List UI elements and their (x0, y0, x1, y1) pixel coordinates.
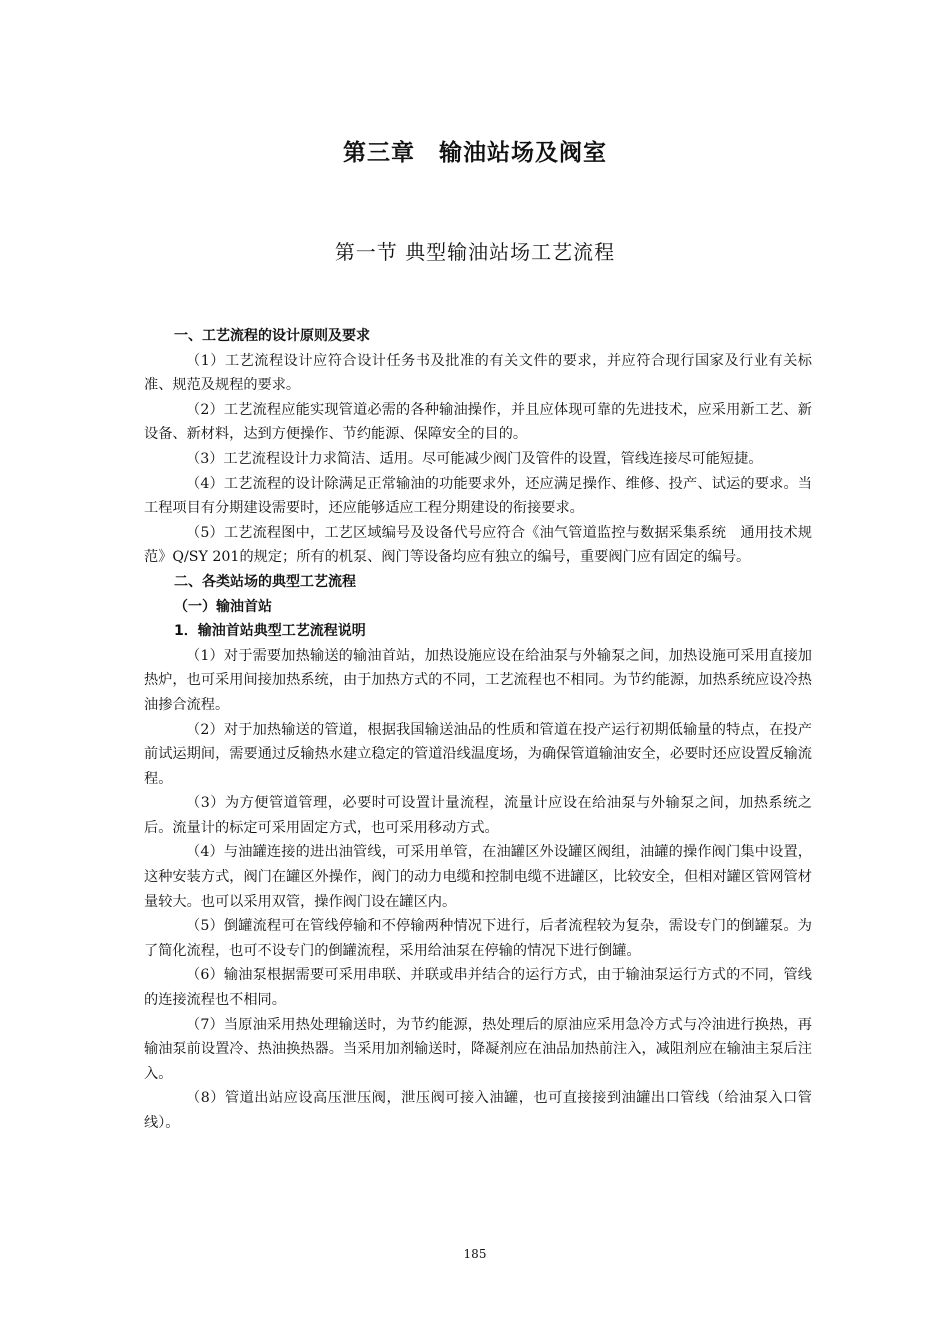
paragraph: （2）工艺流程应能实现管道必需的各种输油操作，并且应体现可靠的先进技术，应采用新工艺、新设备、新材料，达到方便操作、节约能源、保障安全的目的。 (144, 401, 812, 443)
paragraph: （4）与油罐连接的进出油管线，可采用单管，在油罐区外设罐区阀组，油罐的操作阀门集中设置，这种安装方式，阀门在罐区外操作，阀门的动力电缆和控制电缆不进罐区，比较安全，但相对罐区管网管材量较大。也可以采用双管，操作阀门设在罐区内。 (144, 844, 812, 910)
paragraph: （5）工艺流程图中，工艺区域编号及设备代号应符合《油气管道监控与数据采集系统 通用技术规范》Q/SY 201的规定；所有的机泵、阀门等设备均应有独立的编号，重要阀门应有固定的编号。 (144, 524, 812, 566)
paragraph: （3）为方便管道管理，必要时可设置计量流程，流量计应设在给油泵与外输泵之间，加热系统之后。流量计的标定可采用固定方式，也可采用移动方式。 (144, 795, 812, 836)
heading-typical-flows: 二、各类站场的典型工艺流程 (174, 573, 356, 590)
paragraph: （4）工艺流程的设计除满足正常输油的功能要求外，还应满足操作、维修、投产、试运的要求。当工程项目有分期建设需要时，还应能够适应工程分期建设的衔接要求。 (144, 475, 812, 517)
paragraph: （5）倒罐流程可在管线停输和不停输两种情况下进行，后者流程较为复杂，需设专门的倒罐泵。为了简化流程，也可不设专门的倒罐流程，采用给油泵在停输的情况下进行倒罐。 (144, 918, 812, 959)
paragraph: （3）工艺流程设计力求简洁、适用。尽可能减少阀门及管件的设置，管线连接尽可能短捷。 (186, 450, 763, 467)
chapter-title: 第三章 输油站场及阀室 (343, 140, 607, 166)
section-title: 第一节 典型输油站场工艺流程 (334, 240, 616, 264)
paragraph: （2）对于加热输送的管道，根据我国输送油品的性质和管道在投产运行初期低输量的特点，在投产前试运期间，需要通过反输热水建立稳定的管道沿线温度场，为确保管道输油安全，必要时还应设置反输流程。 (144, 721, 812, 787)
paragraph: （7）当原油采用热处理输送时，为节约能源，热处理后的原油应采用急冷方式与冷油进行换热，再输油泵前设置冷、热油换热器。当采用加剂输送时，降凝剂应在油品加热前注入，减阻剂应在输油主泵后注入。 (144, 1016, 812, 1082)
heading-design-principles: 一、工艺流程的设计原则及要求 (174, 328, 370, 344)
paragraph: （1）工艺流程设计应符合设计任务书及批准的有关文件的要求，并应符合现行国家及行业有关标准、规范及规程的要求。 (144, 352, 812, 394)
paragraph: （8）管道出站应设高压泄压阀，泄压阀可接入油罐，也可直接接到油罐出口管线（给油泵入口管线）。 (144, 1090, 812, 1131)
paragraph: （1）对于需要加热输送的输油首站，加热设施应设在给油泵与外输泵之间，加热设施可采用直接加热炉，也可采用间接加热系统，由于加热方式的不同，工艺流程也不相同。为节约能源，加热系统应设冷热油掺合流程。 (144, 647, 812, 713)
page-number: 185 (463, 1247, 487, 1261)
paragraph: （6）输油泵根据需要可采用串联、并联或串并结合的运行方式，由于输油泵运行方式的不同，管线的连接流程也不相同。 (144, 967, 812, 1009)
heading-first-station-notes: 1．输油首站典型工艺流程说明 (174, 623, 366, 640)
body-text (144, 324, 812, 1136)
heading-first-station: （一）输油首站 (174, 598, 272, 615)
